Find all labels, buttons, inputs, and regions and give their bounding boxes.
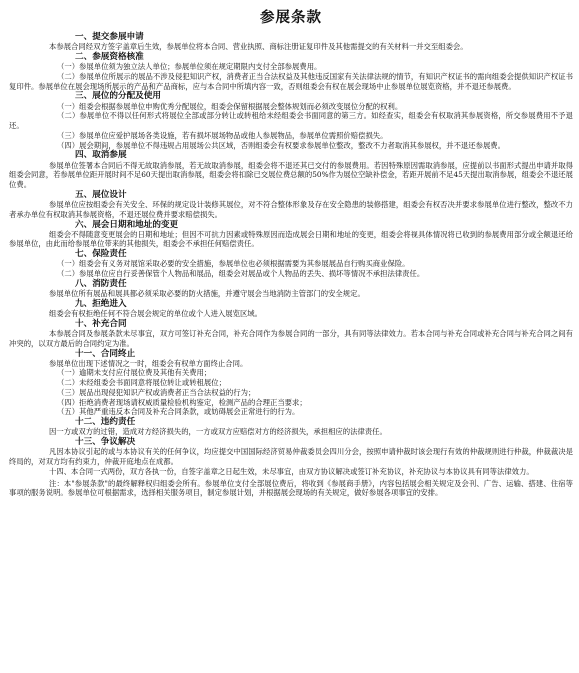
- section-paragraph: （四）拒绝消费者现场请权威质量检验机构鉴定，检测产品的合理正当要求；: [57, 397, 307, 407]
- terms-sections: [9, 32, 573, 477]
- section-heading: 七、保险责任: [75, 249, 127, 260]
- section-paragraph: （四）展会期间，参展单位不得违规占用展场公共区域，否则组委会有权要求参展单位整改，整改不力者取消其参展权，并不退还参展费。: [57, 140, 505, 150]
- section-paragraph: （二）未经组委会书面同意将展位转让或转租展位；: [57, 378, 226, 388]
- section-paragraph: 参展单位签署本合同后不得无故取消参展，若无故取消参展，组委会将不退还其已交付的参展费用。若因特殊原因需取消参展，应提前以书面形式提出申请并取得组委会同意，若参展单位距开展时间不足60天提出取消参展，组委会将扣除已交展位费总额的50%作为展位空缺补偿金，若距开展前不足45天提出取消参展，组委会不退还展位费。: [9, 160, 573, 190]
- section-heading: 一、提交参展申请: [75, 32, 144, 42]
- section-paragraph: （一）参展单位须为独立法人单位；参展单位须在规定期限内支付全部参展费用。: [57, 62, 322, 72]
- section-heading: 四、取消参展: [75, 150, 127, 161]
- section-heading: 十二、违约责任: [75, 417, 136, 428]
- section-paragraph: （一）组委会根据参展单位申购优秀分配展位，组委会保留根据展会整体规划而必须改变展位分配的权利。: [57, 101, 403, 111]
- section-heading: 三、展位的分配及使用: [75, 91, 161, 102]
- section-paragraph: （三）参展单位应爱护展场各类设施，若有损坏展场物品或他人参展物品，参展单位需照价赔偿损失。: [57, 130, 388, 140]
- section-paragraph: 组委会不得随意变更展会的日期和地址；但因不可抗力因素或特殊原因而造成展会日期和地址的变更，组委会将视具体情况将已收到的参展费用部分或全额退还给参展单位，由此而给参展单位带来的其他损失，组委会不承担任何赔偿责任。: [9, 229, 573, 249]
- section-paragraph: （二）参展单位不得以任何形式将展位全部或部分转让或转租给未经组委会书面同意的第三方。如经查实，组委会有权取消其参展资格，所交参展费用不予退还。: [9, 111, 573, 131]
- section-heading: 十、补充合同: [75, 318, 127, 329]
- section-heading: 八、消防责任: [75, 278, 127, 289]
- section-paragraph: （三）展品出现侵犯知识产权或消费者正当合法权益的行为；: [57, 387, 256, 397]
- section-paragraph: 本参展合同及参展条款未尽事宜，双方可签订补充合同，补充合同作为参展合同的一部分，具有同等法律效力。若本合同与补充合同或补充合同与补充合同之间有冲突的，以双方最后的合同约定为准。: [9, 329, 573, 348]
- section-paragraph: 组委会有权拒绝任何不符合展会规定的单位或个人进入展览区域。: [49, 309, 262, 319]
- section-heading: 十一、合同终止: [75, 348, 136, 359]
- section-paragraph: 参展单位出现下述情况之一时，组委会有权单方面终止合同。: [49, 358, 248, 368]
- section-paragraph: （一）组委会有义务对展馆采取必要的安全措施，参展单位也必须根据需要为其参展展品自行购买商业保险。: [57, 259, 410, 269]
- section-paragraph: （一）逾期未支付应付展位费及其他有关费用；: [57, 368, 212, 378]
- section-paragraph: 参展单位应按组委会有关安全、环保的规定设计装修其展位，对不符合整体形象及存在安全隐患的装修搭建，组委会有权否决并要求参展单位进行整改，整改不力者承办单位有权取消其参展资格，不退还展位费并要求赔偿损失。: [9, 200, 573, 219]
- section-paragraph: 参展单位所有展品和展具都必须采取必要的防火措施，并遵守展会当地消防主管部门的安全规定。: [49, 289, 365, 299]
- section-heading: 六、展会日期和地址的变更: [75, 219, 179, 230]
- section-paragraph: 因一方或双方的过错，造成对方经济损失的，一方或双方应赔偿对方的经济损失，承担相应的法律责任。: [49, 427, 387, 437]
- section-heading: 五、展位设计: [75, 189, 127, 200]
- footnote: 注：本"参展条款"的最终解释权归组委会所有。参展单位支付全部展位费后，将收到《参展商手册》，内容包括展会相关规定及会刊、广告、运输、搭建、住宿等事项的服务说明。参展单位可根据需求，选择相关服务项目，制定参展计划，并根据展会现场的有关规定，做好参展各项事宜的安排。: [9, 478, 573, 498]
- section-paragraph: （五）其他严重违反本合同及补充合同条款，或妨碍展会正常进行的行为。: [57, 407, 300, 417]
- section-heading: 二、参展资格核准: [75, 51, 144, 62]
- section-paragraph: （二）参展单位应自行妥善保管个人物品和展品，组委会对展品或个人物品的丢失、损坏等情况不承担法律责任。: [57, 269, 425, 279]
- section-heading: 九、拒绝进入: [75, 298, 127, 309]
- section-paragraph: （二）参展单位所展示的展品不涉及侵犯知识产权，消费者正当合法权益及其他违反国家有关法律法规的情节，有知识产权证书的需向组委会提供知识产权证书复印件。参展单位在展会现场所展示的产品和产品商标，应与本合同中所填内容一致，否则组委会有权在展会现场中止参展单位展览资格，并不退还参展费。: [9, 71, 573, 91]
- section-paragraph: 本参展合同经双方签字盖章后生效，参展单位将本合同、营业执照、商标注册证复印件及其他需提交的有关材料一并交至组委会。: [49, 42, 468, 52]
- section-paragraph: 十四、本合同一式两份，双方各执一份，自签字盖章之日起生效，未尽事宜，由双方协议解决或签订补充协议，补充协议与本协议具有同等法律效力。: [49, 466, 534, 476]
- section-paragraph: 凡因本协议引起的或与本协议有关的任何争议，均应提交中国国际经济贸易仲裁委员会四川分会，按照申请仲裁时该会现行有效的仲裁规则进行仲裁，仲裁裁决是终局的，对双方均有约束力，仲裁开庭地点在成都。: [9, 447, 573, 467]
- page-title: 参展条款: [260, 10, 322, 26]
- section-heading: 十三、争议解决: [75, 437, 136, 448]
